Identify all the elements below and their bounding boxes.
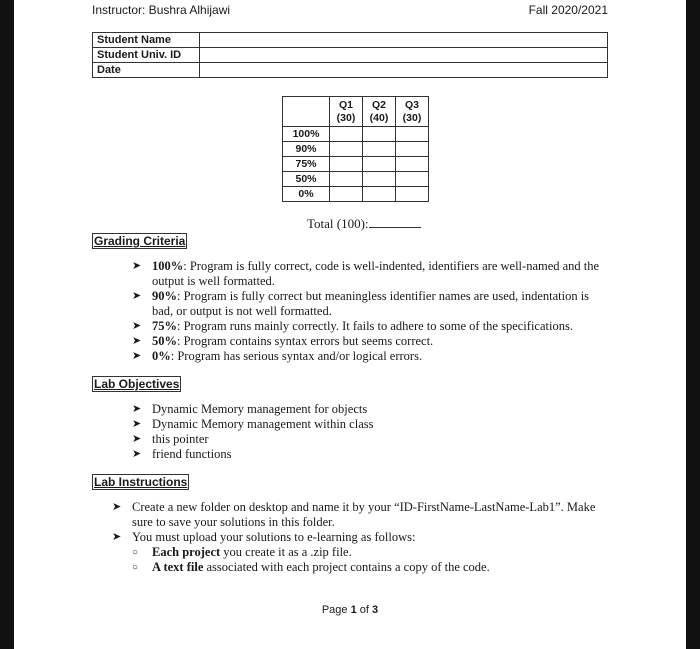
sub-text: you create it as a .zip file. [220,545,352,559]
criteria-percent: 50% [152,334,177,348]
table-row [93,33,608,48]
grade-cell[interactable] [330,172,363,187]
lab-instructions-title: Lab Instructions [94,475,188,489]
date-field[interactable] [200,63,608,78]
q1-header [330,97,363,127]
arrow-bullet-icon: ➤ [132,403,142,415]
q1-label: Q1 [338,98,353,111]
table-row [93,48,608,63]
criteria-percent: 90% [152,289,177,303]
term-label: Fall 2020/2021 [528,3,608,17]
objective-text: this pointer [152,432,209,446]
table-row [283,142,429,157]
objective-text: friend functions [152,447,232,461]
circle-bullet-icon: ○ [132,547,139,558]
list-item [132,334,612,349]
arrow-bullet-icon: ➤ [132,448,142,460]
student-id-label: Student Univ. ID [93,48,200,63]
list-item [132,432,592,447]
window-frame-left [0,0,14,649]
sub-bold-text: A text file [152,560,204,574]
objective-text: Dynamic Memory management within class [152,417,374,431]
arrow-bullet-icon: ➤ [112,531,122,543]
page-word: Page [321,604,348,616]
list-item [132,402,592,417]
arrow-bullet-icon: ➤ [132,260,142,272]
arrow-bullet-icon: ➤ [132,335,142,347]
list-item [132,417,592,432]
student-info-table [92,32,608,78]
arrow-bullet-icon: ➤ [132,290,142,302]
lab-instructions-list [112,500,602,575]
grading-criteria-list [132,259,612,364]
sub-text: associated with each project contains a copy of the code. [203,560,490,574]
grade-cell[interactable] [363,127,396,142]
list-item [112,560,602,575]
grade-cell[interactable] [396,157,429,172]
of-word: of [359,604,369,616]
criteria-percent: 0% [152,349,171,363]
q2-points: (40) [369,111,389,124]
student-name-field[interactable] [200,33,608,48]
instructor-name: Instructor: Bushra Alhijawi [92,3,231,17]
arrow-bullet-icon: ➤ [132,350,142,362]
grade-cell[interactable] [363,157,396,172]
list-item [112,545,602,560]
arrow-bullet-icon: ➤ [132,433,142,445]
table-row [283,157,429,172]
grade-cell[interactable] [330,187,363,202]
list-item [132,259,612,289]
objective-text: Dynamic Memory management for objects [152,402,368,416]
page-footer [0,604,700,616]
list-item [132,447,592,462]
window-frame-right [686,0,700,649]
grade-cell[interactable] [363,187,396,202]
page-number: 1 [350,604,357,616]
table-row [283,172,429,187]
grade-table-corner [283,97,330,127]
list-item [112,530,602,545]
total-label: Total (100): [307,216,369,231]
circle-bullet-icon: ○ [132,562,139,573]
total-blank[interactable] [369,217,421,228]
grading-criteria-title: Grading Criteria [94,234,186,248]
lab-objectives-list [132,402,592,462]
instruction-text: You must upload your solutions to e-learning as follows: [132,530,416,544]
q3-points: (30) [402,111,422,124]
list-item [112,500,602,530]
instruction-text: Create a new folder on desktop and name it by your “ID-FirstName-LastName-Lab1”. Make sure to save your solutions in this folder. [132,500,596,529]
grade-level-0: 0% [283,187,330,202]
q3-label: Q3 [404,98,419,111]
grade-cell[interactable] [330,127,363,142]
arrow-bullet-icon: ➤ [132,418,142,430]
grade-cell[interactable] [330,142,363,157]
student-name-label: Student Name [93,33,200,48]
grade-cell[interactable] [396,127,429,142]
sub-bold-text: Each project [152,545,221,559]
grade-level-100: 100% [283,127,330,142]
list-item [132,319,612,334]
grade-level-75: 75% [283,157,330,172]
grade-level-50: 50% [283,172,330,187]
grade-cell[interactable] [363,172,396,187]
q3-header [396,97,429,127]
q2-header [363,97,396,127]
q2-label: Q2 [371,98,386,111]
criteria-text: : Program is fully correct but meaningless identifier names are used, indentation is bad, or output is not well formatted. [152,289,590,318]
criteria-text: : Program is fully correct, code is well-indented, identifiers are well-named and the output is well formatted. [152,259,600,288]
page-header [92,3,608,19]
criteria-text: : Program runs mainly correctly. It fails to adhere to some of the specifications. [177,319,573,333]
table-row [93,63,608,78]
lab-objectives-title: Lab Objectives [94,377,180,391]
date-label: Date [93,63,200,78]
grade-cell[interactable] [396,172,429,187]
grade-cell[interactable] [330,157,363,172]
q1-points: (30) [336,111,356,124]
grade-table [282,96,429,202]
grade-cell[interactable] [396,187,429,202]
page-total: 3 [372,604,379,616]
table-row [283,187,429,202]
total-score [307,216,421,232]
grade-cell[interactable] [396,142,429,157]
grade-cell[interactable] [363,142,396,157]
criteria-text: : Program has serious syntax and/or logical errors. [170,349,423,363]
grade-table-header [283,97,429,127]
criteria-percent: 100% [152,259,184,273]
criteria-text: : Program contains syntax errors but seems correct. [177,334,434,348]
arrow-bullet-icon: ➤ [112,501,122,513]
list-item [132,349,612,364]
table-row [283,127,429,142]
list-item [132,289,612,319]
student-id-field[interactable] [200,48,608,63]
grade-level-90: 90% [283,142,330,157]
arrow-bullet-icon: ➤ [132,320,142,332]
criteria-percent: 75% [152,319,177,333]
